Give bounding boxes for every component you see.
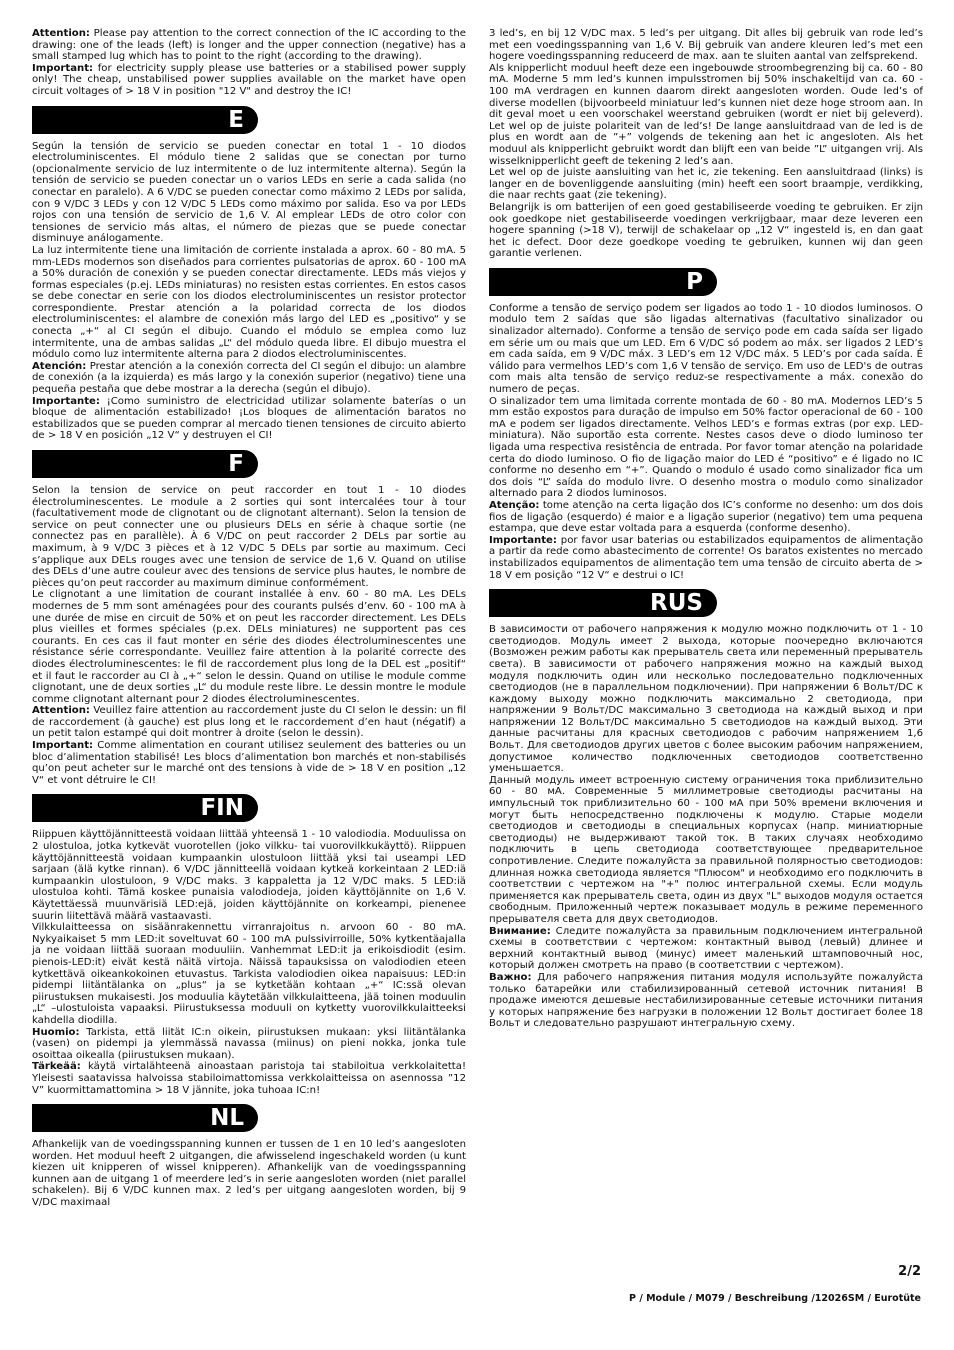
section-code: FIN [200, 795, 244, 822]
es-important: Importante: ¡Como suministro de electricidad utilizar solamente baterías o un bloque de alimentación estabilizado! ¡Los bloques de alimentación baratos no estabilizados que se pueden comprar al mercado tienen tensiones de circuito abierto de > 18 V en posición „12 V“ y destruyen el CI! [32, 395, 466, 442]
rus-paragraph-1: В зависимости от рабочего напряжения к модулю можно подключить от 1 - 10 светодиодов. Модуль имеет 2 выхода, которые поочередно включаются (Возможен режим работы как прерыватель света или переменный прерыватель света). В зависимости от рабочего напряжения можно на каждый выход модуля подключить один или несколько последовательно подключенных светодиодов (не в параллельном подключении). При напряжении 6 Вольт/DC к каждому выходу можно подключить максимально 2 светодиода, при напряжении 9 Вольт/DC максимально 3 светодиода на каждый выход и при напряжении 12 Вольт/DC максимально 5 светодиодов на каждый выход. Эти данные расчитаны для красных светодиодов с рабочим напряжением 1,6 Вольт. Для светодиодов других цветов с более высоким рабочим напряжением, допустимое количество подключенных светодиодов соответственно уменьшается. [489, 624, 923, 775]
section-code: E [228, 106, 244, 133]
fr-paragraph-1: Selon la tension de service on peut raccorder en tout 1 - 10 diodes électroluminescentes. Le module a 2 sorties qui sont intercalées tour à tour (facultativement mode de clignotant ou de clignotant alternant). Selon la tension de service on peut connecter une ou plusieurs DELs en série à chaque sortie (ne connectez pas en parallèle). À 6 V/DC on peut raccorder 2 DELs par sortie au maximum, à 9 V/DC 3 pièces et à 12 V/DC 5 DELs par sortie au maximum. Ceci s’applique aux DELs rouges avec une tension de service de 1,6 V. Quand on utilise des DELs d’une autre couleur avec des tensions de service plus hautes, le nombre de pièces qu’on peut raccorder au maximum diminue conformément. [32, 485, 466, 589]
section-band-fin [32, 794, 258, 822]
en-attention: Attention: Please pay attention to the correct connection of the IC according to the drawing: one of the leads (left) is longer and the upper connection (negative) has a small stamped lug which has to point to the right (according to the drawing). [32, 28, 466, 63]
nl-paragraph-3: Als knipperlicht moduul heeft deze een ingebouwde stroombegrenzing bij ca. 60 - 80 mA. Moderne 5 mm led’s kunnen impulsstromen bij 50% inschakeltijd van ca. 60 - 100 mA verdragen en kunnen daarom direkt aangesloten worden. Oude led’s of diverse modellen (bijvoorbeeld miniatuur led’s kunnen niet deze hoge stroom aan. In dit geval moet u een voorschakel weerstand gebruiken (wordt er niet bij geleverd). Let wel op de juiste polariteit van de led’s! De lange aansluitdraad van de led is de plus en wordt aan de ”+” volgends de tekening aan het ic angesloten. Als het moduul als knipperlicht gebruikt wordt dan blijft een van beide ”L” uitgangen vrij. Als wisselknipperlicht geeft de tekening 2 led’s aan. [489, 62, 923, 167]
section-band-rus [489, 589, 717, 617]
fin-paragraph-2: Vilkkulaitteessa on sisäänrakennettu virranrajoitus n. arvoon 60 - 80 mA. Nykyaikaiset 5 mm LED:it soveltuvat 60 - 100 mA pulssivirroille, 50% kytkentäajalla ja ne voidaan liittää suoraan moduuliin. Vanhemmat LED:it ja erikoisdiodit (esim. pienois-LED:it) eivät kestä näitä virtoja. Näissä tapauksissa on valodiodien eteen kytkettävä oikeankokoinen etuvastus. Tarkista valodiodien oikea napaisuus: LED:in pidempi liitäntälanka on „plus“ ja se kytketään kohtaan „+“ IC:ssä olevan piirustuksen mukaisesti. Jos moduulia käytetään vilkkulaitteena, jää toinen moduulin „L“ –ulostuloista vapaaksi. Piirustuksessa moduuli on kytketty vuorovilkkulaitteeksi kahdella diodilla. [32, 922, 466, 1026]
pt-attention: Atenção: tome atenção na certa ligação dos IC’s conforme no desenho: um dos dois fios de ligação (esquerdo) é maior e a ligação superior (negativo) tem uma pequena estampa, que deve estar voltada para a esquerda (conforme desenho). [489, 499, 923, 535]
fin-attention: Huomio: Tarkista, että liität IC:n oikein, piirustuksen mukaan: yksi liitäntälanka (vasen) on pidempi ja ylemmässä navassa (miinus) on pieni nokka, jonka tule osoittaa oikealla (piirustuksen mukaan). [32, 1026, 466, 1061]
fr-attention: Attention: Veuillez faire attention au raccordement juste du CI selon le dessin: un fil de raccordement (à gauche) est plus long et le raccordement d’en haut (négatif) a un petit talon estampé qui doit montrer à droite (selon le dessin). [32, 705, 466, 740]
es-paragraph-2: La luz intermitente tiene una limitación de corriente instalada a aprox. 60 - 80 mA. 5 mm-LEDs modernos son diseñados para corrientes pulsatorias de aprox. 60 - 100 mA a 50% duración de conexión y se pueden conectar directamente. LEDs más viejos y formas especiales (p.ej. LEDs miniaturas) no resisten estas corrientes. En estos casos se debe conectar en serie con los diodos electroluminiscentes un resistor protector correspondiente. Prestar atención a la polaridad correcta de los diodos electroluminiscentes: el alambre de conexión más largo del LED es „positivo“ y se conecta „+“ al CI según el dibujo. Cuando el módulo se emplea como luz intermitente, una de ambas salidas „L“ del módulo queda libre. El dibujo muestra el módulo como luz intermitente alterna para 2 diodos electroluminiscentes. [32, 244, 466, 361]
rus-paragraph-2: Данный модуль имеет встроенную систему ограничения тока приблизительно 60 - 80 мА. Современные 5 миллиметровые светодиоды расчитаны на импульсный ток приблизительно 60 - 100 мА при 50% времени включения и могут быть непосредственно подключены к модулю. Старые модели светодиодов и светодиоды в специальных корпусах (напр. миниатюрные светодиоды) не выдерживают такой ток. В таких случаях необходимо подключить в цепь светодиода соответствующее предварительное сопротивление. Следите пожалуйста за правильной полярностью светодиодов: длинная ножка светодиода является "Плюсом" и необходимо его подключить в соответствии с чертежом на "+" полюс интегральной схемы. Если модуль применяется как прерыватель света, один из двух "L" выходов модуля остается свободным. Приложенный чертеж показывает модуль в режиме переменного прерывателя света для двух светодиодов. [489, 774, 923, 925]
fin-paragraph-1: Riippuen käyttöjännitteestä voidaan liittää yhteensä 1 - 10 valodiodia. Moduulissa on 2 ulostuloa, jotka kytkevät vuorotellen (joko vilkku- tai vuorovilkkukäyttö). Riippuen käyttöjännitteestä voidaan kumpaankin ulostuloon liittää yksi tai useampi LED sarjaan (älä kytke rinnan). 6 V/DC jännitteellä voidaan kytkeä korkeintaan 2 LED:iä kumpaankin ulostuloon, 9 V/DC maks. 3 kappaletta ja 12 V/DC maks. 5 LED:iä ulostuloa kohti. Tämä koskee punaisia valodiodeja, joiden käyttöjännite on 1,6 V. Käytettäessä muunvärisiä LED:ejä, joiden käyttöjännite on korkeampi, pienenee suurin liitettävä määrä vastaavasti. [32, 829, 466, 922]
section-band-es [32, 106, 258, 134]
section-band-nl [32, 1104, 258, 1132]
section-code: F [228, 451, 244, 477]
fin-important: Tärkeää: käytä virtalähteenä ainoastaan paristoja tai stabiloitua verkkolaitetta! Yleisesti saatavissa halvoissa stabiloimattomissa verkkolaitteissa on asennossa ”12 V” kuormittamattomina > 18 V jännite, joka tuhoaa IC:n! [32, 1061, 466, 1096]
nl-paragraph-4: Let wel op de juiste aansluiting van het ic, zie tekening. Een aansluitdraad (links) is langer en de bovenliggende aansluiting (min) heeft een soort braampje, verdikking, die naar rechts gaat (zie tekening). [489, 167, 923, 202]
section-band-fr [32, 450, 258, 478]
fr-important: Important: Comme alimentation en courant utilisez seulement des batteries ou un bloc d’alimentation stabilisé! Les blocs d’alimentation bon marchés et non-stabilisés qu’on peut acheter sur le marché ont des tensions à vide de > 18 V en position „12 V“ et vont détruire le CI! [32, 740, 466, 786]
left-column [32, 28, 466, 1209]
rus-attention: Внимание: Следите пожалуйста за правильным подключением интегральной схемы в соответствии с чертежом: контактный вывод (левый) длинее и верхний контактный вывод (минус) имеет маленький штамповочный нос, который должен смотреть на право (в соответствии с чертежом). [489, 925, 923, 972]
section-code: NL [210, 1105, 244, 1132]
section-code: P [686, 268, 703, 295]
pt-paragraph-2: O sinalizador tem uma limitada corrente montada de 60 - 80 mA. Modernos LED’s 5 mm estão expostos para duração de impulso em 50% factor operacional de 60 - 100 mA e podem ser ligados directamente. Velhos LED’s e formas extras (por exp. LED-miniatura). Não suportão esta corrente. Nestes casos deve o diodo luminoso ter ligada uma respectiva resistência de entrada. Por favor tomar atenção na polaridade certa do diodo luminoso. O fio de ligação maior do LED é “positivo” e é ligado no IC conforme no desenho em “+”. Quando o modulo é usado como sinalizador fica um dos dois “L” saída do modulo livre. O desenho mostra o modulo como sinalizador alternado para 2 diodos luminosos. [489, 395, 923, 500]
nl-paragraph-5: Belangrijk is om batterijen of een goed gestabiliseerde voeding te gebruiken. Er zijn ook goedkope niet gestabiliseerde voedingen verkrijgbaar, maar deze leveren een hogere spanning (>18 V), terwijl de schakelaar op „12 V“ ingesteld is, en dan gaat het ic defect. Door deze goedkope voeding te gebruiken, kunnen wij dan geen garantie verlenen. [489, 201, 923, 260]
right-column [489, 28, 923, 1030]
section-band-p [489, 268, 717, 296]
es-attention: Atención: Prestar atención a la conexión correcta del CI según el dibujo: un alambre de conexión (a la izquierda) es más largo y la conexión superior (negativo) tiene una pequeña pestaña que debe mostrar a la derecha (según el dibujo). [32, 360, 466, 396]
nl-paragraph-1: Afhankelijk van de voedingsspanning kunnen er tussen de 1 en 10 led’s aangesloten worden. Het moduul heeft 2 uitgangen, die afwisselend ingeschakeld worden (u kunt kiezen uit knipperen of wissel knipperen). Afhankelijk van de voedingsspanning kunnen aan de uitgang 1 of meerdere led’s in serie aangesloten worden (niet parallel schakelen). Bij 6 V/DC kunnen max. 2 led’s per uitgang aangesloten worden, bij 9 V/DC maximaal [32, 1139, 466, 1209]
es-paragraph-1: Según la tensión de servicio se pueden conectar en total 1 - 10 diodos electroluminiscentes. El módulo tiene 2 salidas que se conectan por turno (opcionalmente servicio de luz intermitente o de luz intermitente alterna). Según la tensión de servicio se pueden conectar un o varios LEDs en serie a cada salida (no conectar en paralelo). A 6 V/DC se pueden conectar como máximo 2 LEDs por salida, con 9 V/DC 3 LEDs y con 12 V/DC 5 LEDs como máximo por salida. Eso va por LEDs rojos con una tensión de servicio de 1,6 V. Al emplear LEDs de otro color con tensiones de servicio más altas, el número de piezas que se puede conectar disminuye análogamente. [32, 140, 466, 245]
pt-important: Importante: por favor usar baterias ou estabilizados equipamentos de alimentação a partir da rede como abastecimento de corrente! Os baratos existentes no mercado instabilizados equipamentos de alimentação tem uma tensão de circuito aberta de > 18 V em posição “12 V“ e destrui o IC! [489, 534, 923, 581]
rus-important: Важно: Для рабочего напряжения питания модуля используйте пожалуйста только батарейки или стабилизированный сетевой источник питания! В продаже имеются дешевые нестабилизированные сетевые источники питания у которых напряжение без нагрузки в положении 12 Вольт достигает более 18 Вольт и следовательно разрушают интегральную схему. [489, 971, 923, 1030]
section-code: RUS [650, 590, 703, 617]
page-number: 2/2 [898, 1264, 921, 1279]
document-reference: P / Module / M079 / Beschreibung /12026SM / Eurotüte [629, 1293, 921, 1304]
en-important: Important: for electricity supply please use batteries or a stabilised power supply only! The cheap, unstabilised power supplies available on the market have open circuit voltages of > 18 V in position "12 V" and destroy the IC! [32, 62, 466, 97]
fr-paragraph-2: Le clignotant a une limitation de courant installée à env. 60 - 80 mA. Les DELs modernes de 5 mm sont aménagées pour des courants pulsés d’env. 60 - 100 mA à une durée de mise en circuit de 50% et on peut les raccorder directement. Les DELs plus vieilles et formes spéciales (p.ex. DELs miniatures) ne supportent pas ces courants. En ces cas il faut monter en série des diodes électroluminescentes une résistance série correspondante. Veuillez faire attention à la polarité correcte des diodes électroluminescentes: le fil de raccordement plus long de la DEL est „positif“ et il faut le raccorder au CI à „+“ selon le dessin. Quand on utilise le module comme clignotant, une de deux sorties „L“ du module reste libre. Le dessin montre le module comme clignotant alternant pour 2 diodes électroluminescentes. [32, 589, 466, 705]
pt-paragraph-1: Conforme a tensão de serviço podem ser ligados ao todo 1 - 10 diodos luminosos. O modulo tem 2 saídas que são ligadas alternativas (facultativo sinalizador ou sinalizador alternado). Conforme a tensão de serviço pode em cada saída ser ligado em série um ou mais que um LED. Em 6 V/DC só podem ao máx. ser ligados 2 LED’s em cada saída, em 9 V/DC máx. 3 LED’s em 12 V/DC máx. 5 LED’s por cada saída. É válido para vermelhos LED’s com 1,6 V tensão de serviço. Em uso de LED's de outras com mais alta tensão de serviço reduz-se respectivamente a máx. conexão do numero de peças. [489, 302, 923, 396]
nl-paragraph-2: 3 led’s, en bij 12 V/DC max. 5 led’s per uitgang. Dit alles bij gebruik van rode led’s met een voedingsspanning van 1,6 V. Bij gebruik van andere kleuren led’s met een hogere voedingsspanning reduceerd de max. aan te sluiten aantal van zelfsprekend. [489, 28, 923, 63]
